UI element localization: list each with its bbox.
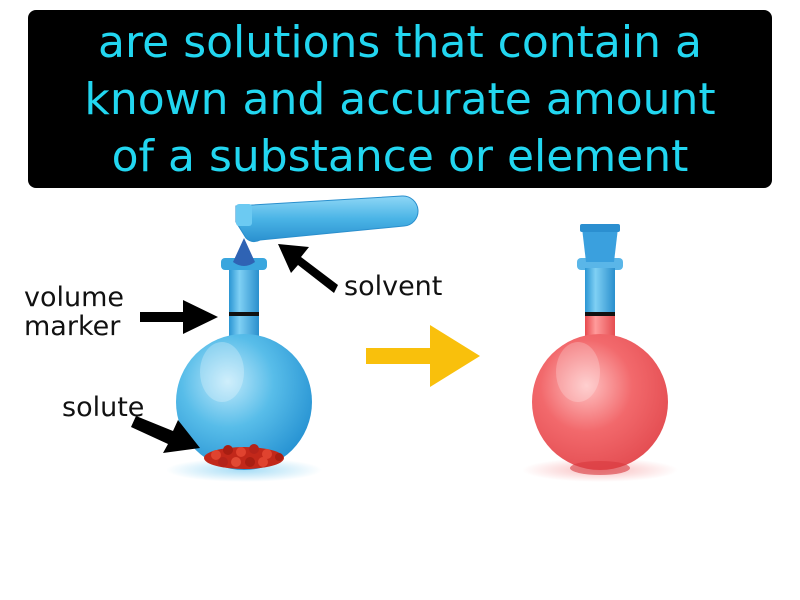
volume-marker-pointer (140, 300, 218, 334)
solute-label: solute (62, 392, 145, 423)
red-flask (522, 224, 678, 482)
definition-line-1: are solutions that contain a (98, 16, 702, 68)
definition-line-3: of a substance or element (111, 130, 689, 182)
stopper (582, 228, 618, 262)
volume-marker-line (229, 312, 259, 316)
solvent-pointer (278, 244, 338, 293)
volume-marker-label-line-2: marker (24, 311, 121, 342)
solvent-label: solvent (344, 271, 443, 302)
reaction-arrow (366, 325, 480, 387)
test-tube (233, 196, 418, 266)
definition-line-2: known and accurate amount (84, 73, 716, 125)
volume-marker-label-line-1: volume (24, 282, 125, 313)
solvent-drop (233, 238, 255, 266)
volume-marker-label (24, 283, 124, 341)
